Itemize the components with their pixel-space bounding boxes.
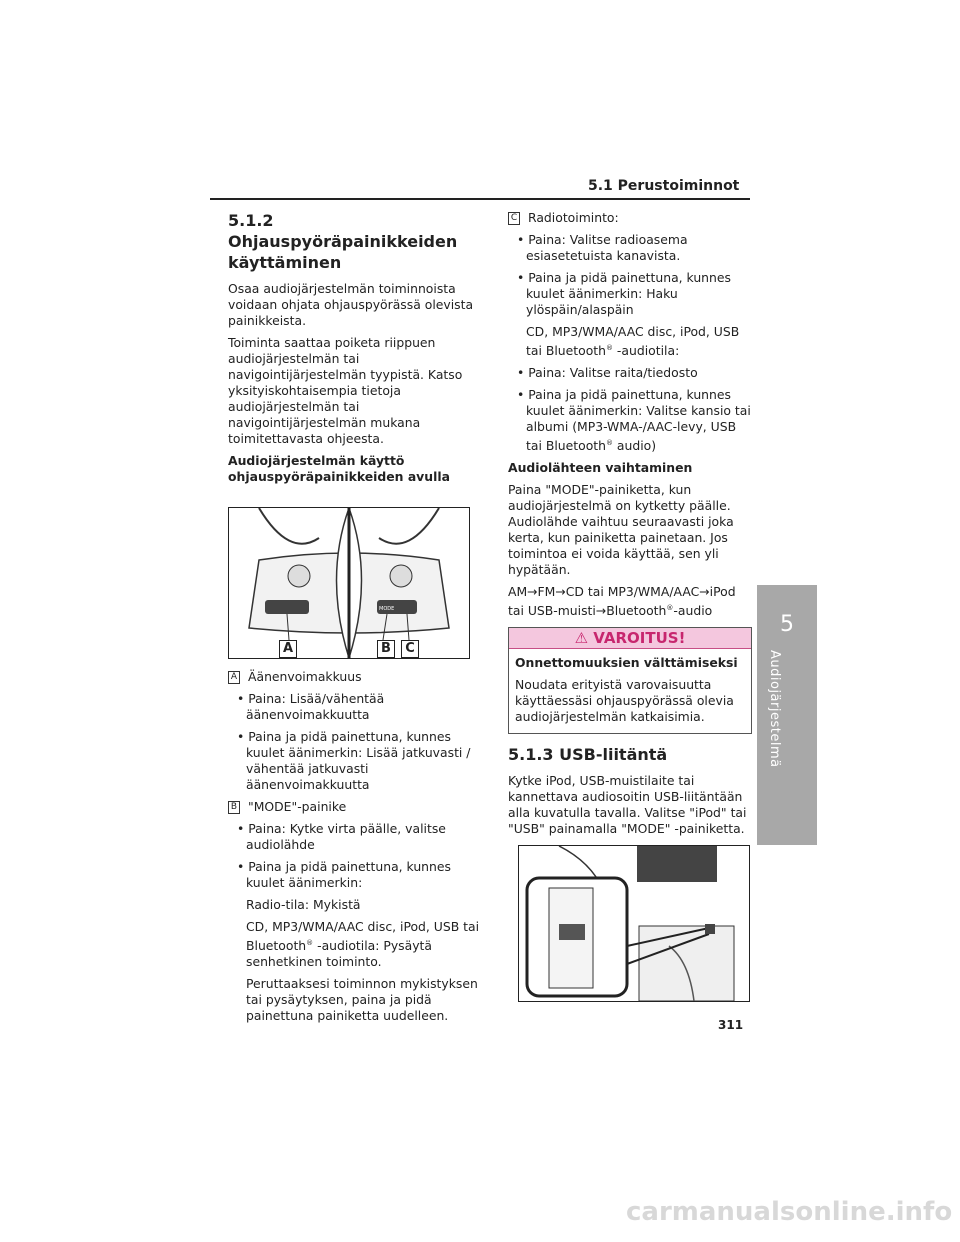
item-b-heading [228,799,480,815]
figure-label-a: A [279,640,297,658]
item-b-title: "MODE"-painike [248,799,347,814]
warning-header [509,628,751,649]
figure-label-c: C [401,640,419,658]
item-b-sub-3: Peruttaaksesi toiminnon mykistyksen tai pysäytyksen, paina ja pidä painettuna painiketta uudelleen. [246,976,478,1024]
key-c: C [508,212,520,225]
item-c-bullet-3: • Paina: Valitse raita/tiedosto [508,365,752,381]
page-number: 311 [718,1018,744,1032]
mode-button-label: MODE [379,606,395,612]
usb-paragraph: Kytke iPod, USB-muistilaite tai kannettava audiosoitin USB-liitäntään alla kuvatulla tavalla. Valitse "iPod" tai "USB" painamalla "MODE" -painiketta. [508,773,747,837]
warning-body [509,649,751,733]
key-b: B [228,801,240,814]
warning-icon: ⚠ [574,629,589,648]
item-c-heading [508,210,752,226]
warning-title: VAROITUS! [593,629,686,648]
warning-text: Noudata erityistä varovaisuutta käyttäessäsi ohjauspyörässä olevia audiojärjestelmän katkaisimia. [515,677,734,725]
item-a-title: Äänenvoimakkuus [248,669,362,684]
warning-box [508,627,752,734]
console-usb-illustration [519,846,749,1001]
steering-wheel-figure [228,507,470,659]
note-paragraph: Toiminta saattaa poiketa riippuen audiojärjestelmän tai navigointijärjestelmän tyypistä. Katso yksityiskohtaisempia tietoja audiojärjestelmän tai navigointijärjestelmän mukana toimitettavasta ohjeesta. [228,335,463,446]
section-header: 5.1 Perustoiminnot [588,178,740,194]
right-column [508,210,752,1002]
item-b-sub-2: CD, MP3/WMA/AAC disc, iPod, USB tai Bluetooth® -audiotila: Pysäytä senhetkinen toiminto. [246,919,480,970]
steering-wheel-illustration [229,508,469,658]
subheading: Audiojärjestelmän käyttö ohjauspyöräpainikkeiden avulla [228,453,450,484]
section-title-512: 5.1.2 Ohjauspyöräpainikkeiden käyttäminen [228,211,458,272]
item-c-sub-1: CD, MP3/WMA/AAC disc, iPod, USB tai Bluetooth® -audiotila: [526,324,740,359]
usb-port-figure [518,845,750,1002]
item-c-bullet-4: • Paina ja pidä painettuna, kunnes kuulet äänimerkin: Valitse kansio tai albumi (MP3-WMA-/AAC-levy, USB tai Bluetooth® audio) [508,387,752,454]
source-paragraph: Paina "MODE"-painiketta, kun audiojärjestelmä on kytketty päälle. Audiolähde vaihtuu seuraavasti joka kerta, kun painiketta painetaan. Jos toimintoa ei voida käyttää, sen yli hypätään. [508,482,734,578]
warning-heading: Onnettomuuksien välttämiseksi [515,655,738,671]
item-c-bullet-2: • Paina ja pidä painettuna, kunnes kuulet äänimerkin: Haku ylöspäin/alaspäin [508,270,752,318]
item-a-bullet-2: • Paina ja pidä painettuna, kunnes kuulet äänimerkin: Lisää jatkuvasti / vähentää jatkuvasti äänenvoimakkuutta [228,729,480,793]
intro-paragraph: Osaa audiojärjestelmän toiminnoista voidaan ohjata ohjauspyörässä olevista painikkeista. [228,281,474,328]
source-sequence: AM→FM→CD tai MP3/WMA/AAC→iPod tai USB-muisti→Bluetooth®-audio [508,584,736,619]
left-column [228,210,480,1030]
item-a-heading [228,669,480,685]
item-c-bullet-1: • Paina: Valitse radioasema esiasetetuista kanavista. [508,232,752,264]
figure-label-b: B [377,640,395,658]
item-b-bullet-2: • Paina ja pidä painettuna, kunnes kuulet äänimerkin: [228,859,480,891]
item-b-bullet-1: • Paina: Kytke virta päälle, valitse audiolähde [228,821,480,853]
item-b-sub-1: Radio-tila: Mykistä [246,897,361,912]
chapter-number: 5 [780,612,794,637]
source-heading: Audiolähteen vaihtaminen [508,460,693,476]
watermark: carmanualsonline.info [626,1197,953,1227]
header-rule [210,198,750,200]
item-c-title: Radiotoiminto: [528,210,619,225]
section-title-513: 5.1.3 USB-liitäntä [508,745,668,765]
item-a-bullet-1: • Paina: Lisää/vähentää äänenvoimakkuutta [228,691,480,723]
key-a: A [228,671,240,684]
chapter-label: Audiojärjestelmä [767,650,782,768]
